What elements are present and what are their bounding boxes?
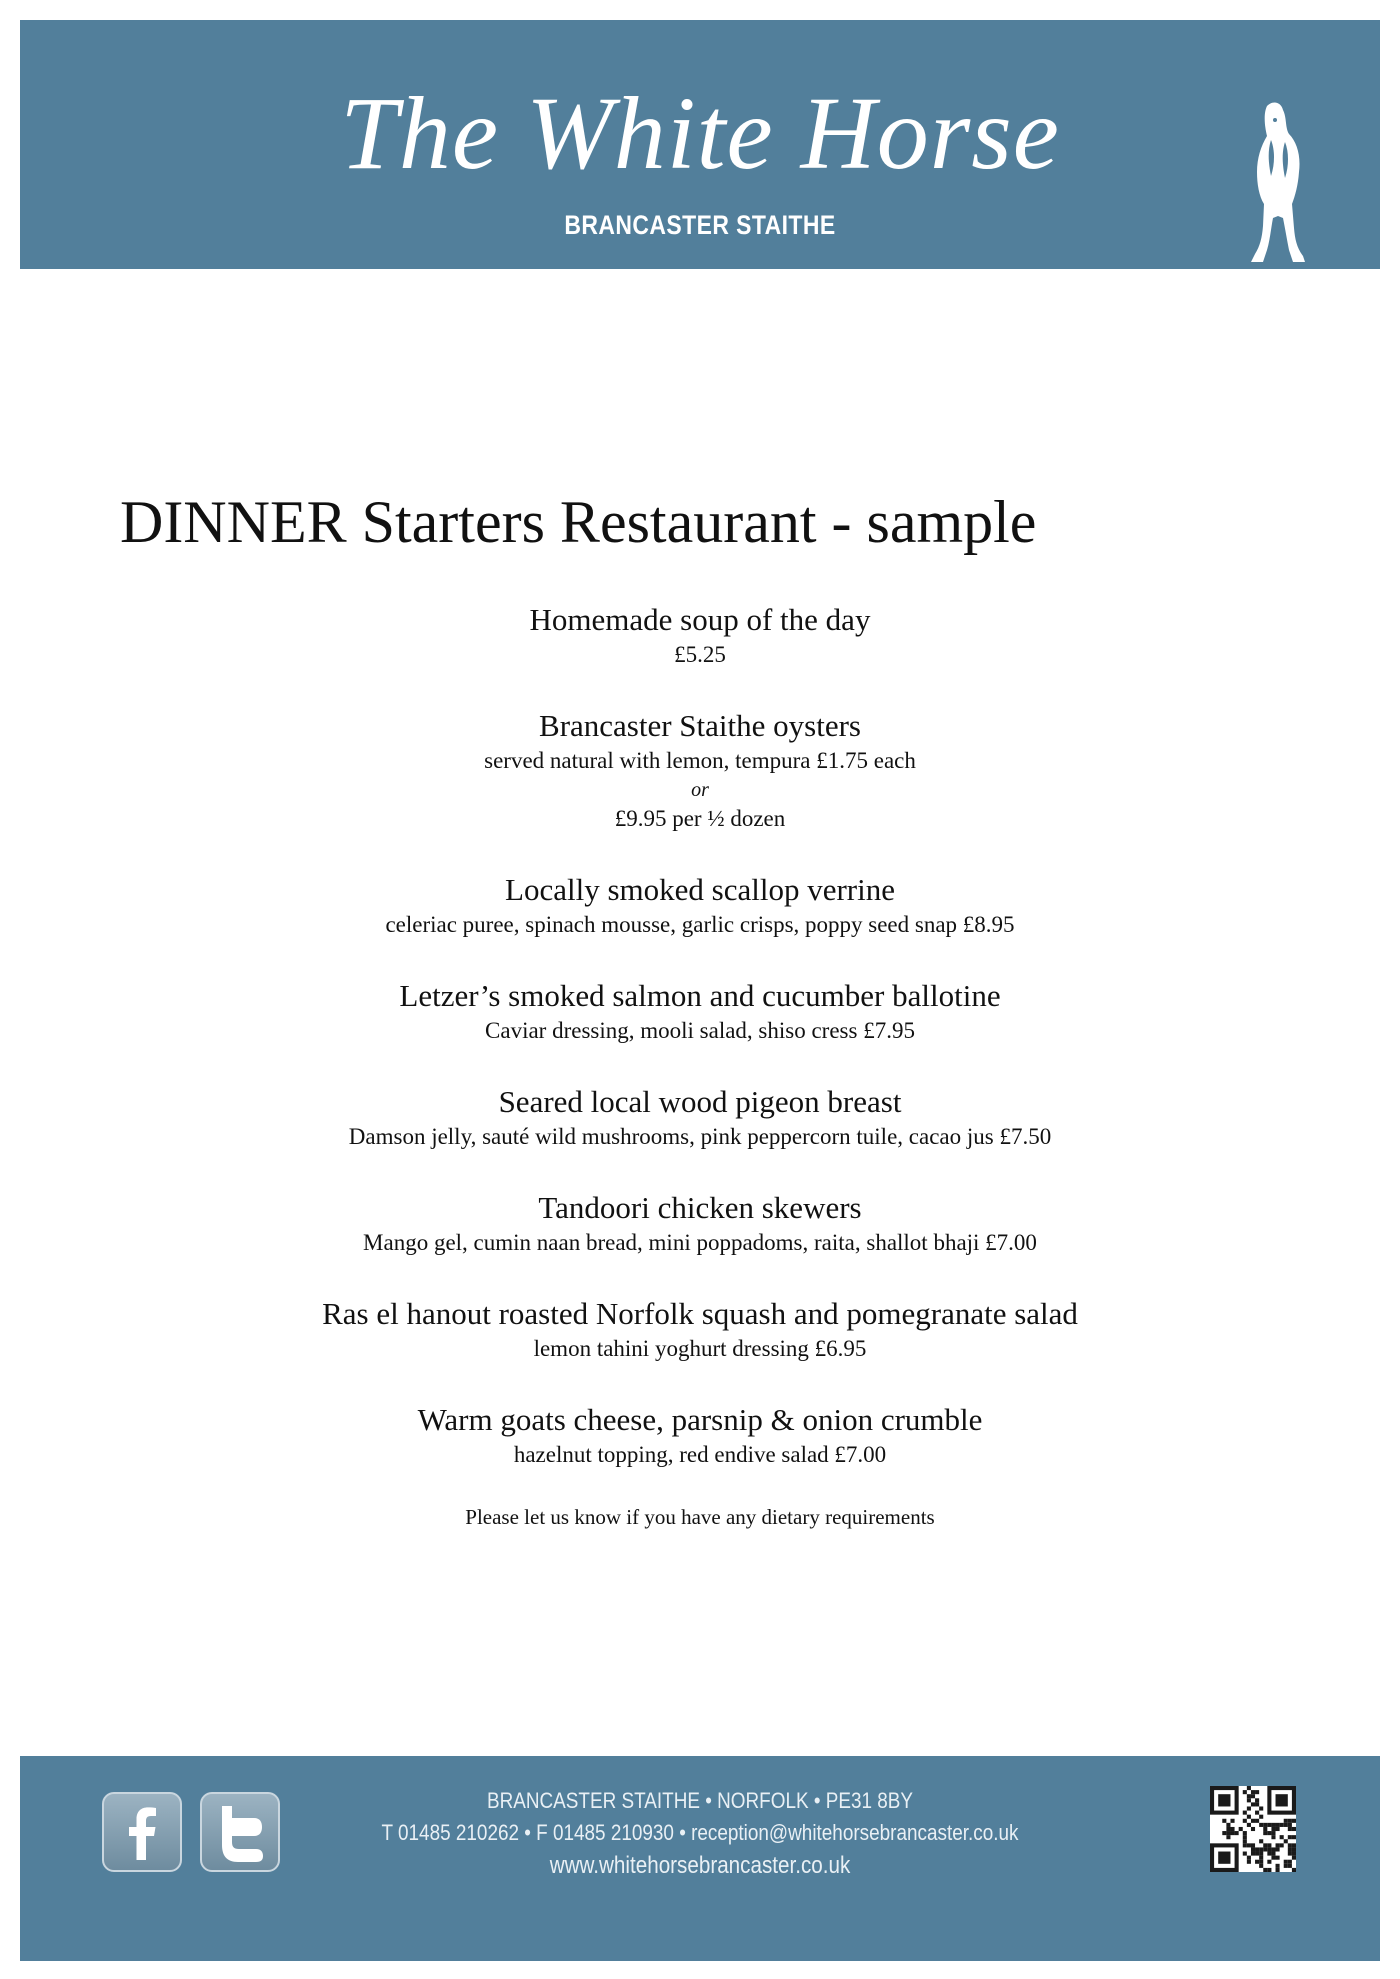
item-name: Ras el hanout roasted Norfolk squash and pomegranate salad xyxy=(322,1296,1078,1331)
item-name: Brancaster Staithe oysters xyxy=(539,708,861,743)
item-name: Tandoori chicken skewers xyxy=(538,1190,862,1225)
menu-title: DINNER Starters Restaurant - sample xyxy=(120,489,1037,555)
dietary-note: Please let us know if you have any dietary requirements xyxy=(465,1505,935,1529)
item-name: Homemade soup of the day xyxy=(529,602,871,637)
menu-item xyxy=(0,870,1400,940)
item-description: Damson jelly, sauté wild mushrooms, pink peppercorn tuile, cacao jus £7.50 xyxy=(348,1124,1052,1149)
footer-address: BRANCASTER STAITHE • NORFOLK • PE31 8BY xyxy=(486,1788,914,1813)
item-description: £5.25 xyxy=(674,642,726,667)
menu-item xyxy=(0,1400,1400,1470)
qr-pattern-icon xyxy=(1210,1786,1296,1872)
item-name: Warm goats cheese, parsnip & onion crumble xyxy=(417,1402,983,1437)
item-description: served natural with lemon, tempura £1.75 each xyxy=(484,748,916,773)
footer-contact xyxy=(20,1786,1380,1882)
footer-website[interactable]: www.whitehorsebrancaster.co.uk xyxy=(549,1852,851,1879)
item-name: Letzer’s smoked salmon and cucumber ballotine xyxy=(399,978,1001,1013)
menu-item xyxy=(0,706,1400,834)
item-or-separator: or xyxy=(691,779,709,801)
menu-item xyxy=(0,1188,1400,1258)
menu-items xyxy=(0,600,1400,1532)
item-description: Caviar dressing, mooli salad, shiso cress £7.95 xyxy=(485,1018,915,1043)
menu-item xyxy=(0,1082,1400,1152)
qr-code-icon xyxy=(1210,1786,1296,1872)
menu-item xyxy=(0,600,1400,670)
footer-phone-email: T 01485 210262 • F 01485 210930 • reception@whitehorsebrancaster.co.uk xyxy=(381,1820,1019,1845)
item-name: Seared local wood pigeon breast xyxy=(498,1084,902,1119)
header-band xyxy=(20,20,1380,269)
item-description: hazelnut topping, red endive salad £7.00 xyxy=(513,1442,887,1467)
footer-band xyxy=(20,1756,1380,1961)
item-name: Locally smoked scallop verrine xyxy=(505,872,895,907)
white-horse-logo-icon xyxy=(1245,100,1311,265)
item-description: lemon tahini yoghurt dressing £6.95 xyxy=(533,1336,867,1361)
menu-item xyxy=(0,976,1400,1046)
menu-item xyxy=(0,1294,1400,1364)
item-description: Mango gel, cumin naan bread, mini poppadoms, raita, shallot bhaji £7.00 xyxy=(363,1230,1037,1255)
brand-subtitle: BRANCASTER STAITHE xyxy=(564,210,836,240)
item-description-alt: £9.95 per ½ dozen xyxy=(614,806,786,831)
item-description: celeriac puree, spinach mousse, garlic crisps, poppy seed snap £8.95 xyxy=(385,912,1015,937)
brand-title: The White Horse xyxy=(340,76,1060,191)
